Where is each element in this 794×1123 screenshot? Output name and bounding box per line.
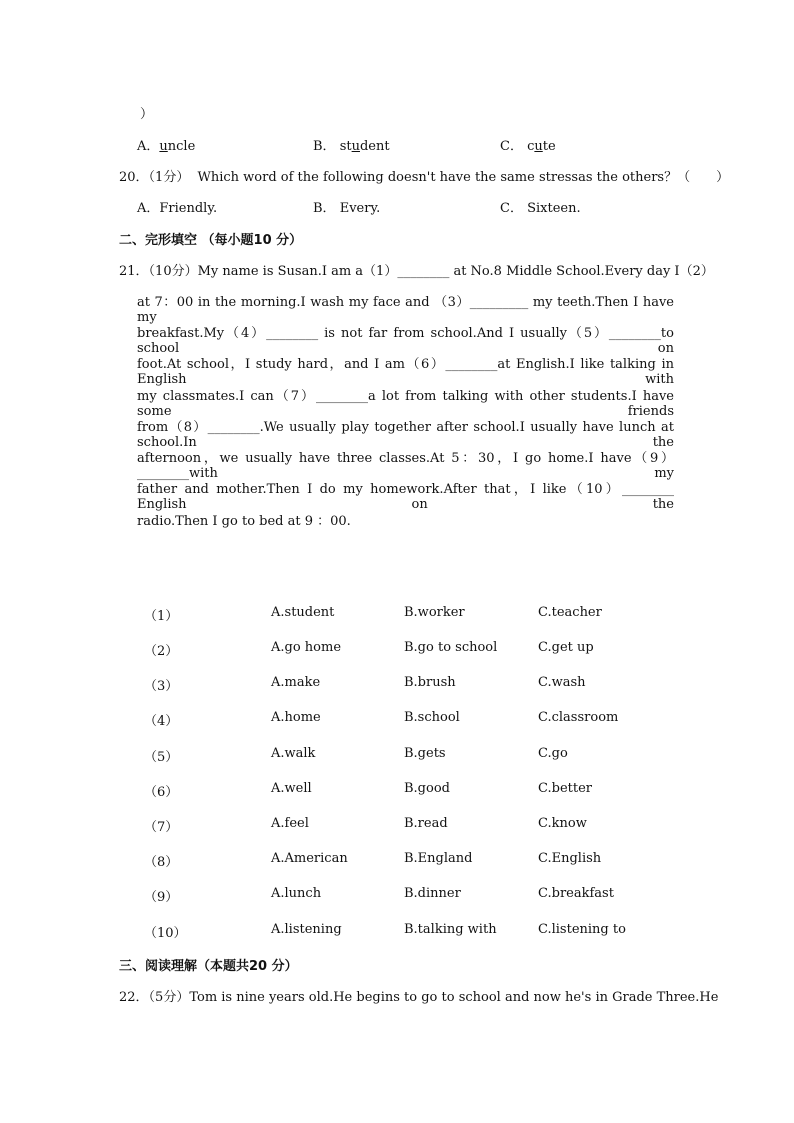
q21-line-6: from（8）________.We usually play together after school.I usually have lunch at school.In the [137, 420, 674, 450]
option-b: B.England [404, 851, 473, 866]
option-number: （2） [144, 644, 179, 659]
option-number: （8） [144, 855, 179, 870]
q20-option-c: C． Sixteen. [500, 201, 581, 216]
section-2-title: 二、完形填空 （每小题10 分） [119, 233, 303, 248]
q22-number: 22．（5分） [119, 990, 190, 1005]
q19-option-c: C． cute [500, 139, 556, 154]
option-b: B.dinner [404, 886, 461, 901]
option-number: （10） [144, 926, 187, 941]
option-b: B.good [404, 781, 450, 796]
q21-line-9: radio.Then I go to bed at 9 ：00. [137, 514, 351, 529]
option-a: A.walk [271, 746, 316, 761]
option-a: A.lunch [271, 886, 322, 901]
q19-close-paren: ） [140, 107, 154, 122]
option-b: B.go to school [404, 640, 498, 655]
q20-stem [119, 166, 729, 185]
q21-first-line [119, 260, 714, 279]
option-b: B.worker [404, 605, 465, 620]
option-a: A.well [271, 781, 312, 796]
q21-line-3: breakfast.My（4）________ is not far from school.And I usually（5）________to school on [137, 326, 674, 356]
option-b: B.gets [404, 746, 446, 761]
option-number: （9） [144, 890, 179, 905]
q21-line-5: my classmates.I can（7）________a lot from talking with other students.I have some friends [137, 389, 674, 419]
option-b: B.talking with [404, 922, 497, 937]
option-a: A.American [271, 851, 348, 866]
q21-line-7: afternoon，we usually have three classes.At 5：30，I go home.I have（9）________with my [137, 451, 674, 481]
option-number: （5） [144, 750, 179, 765]
option-b: B.school [404, 710, 460, 725]
q20-option-b: B． Every. [313, 201, 381, 216]
option-c: C.breakfast [538, 886, 614, 901]
option-a: A.home [271, 710, 321, 725]
q20-text: Which word of the following doesn't have the same stressas the others？（ ） [197, 170, 730, 185]
option-number: （6） [144, 785, 179, 800]
q19-option-b: B． student [313, 139, 390, 154]
option-c: C.listening to [538, 922, 626, 937]
q21-line-8: father and mother.Then I do my homework.After that，I like（10）________ English on the [137, 482, 674, 512]
q21-line-4: foot.At school，I study hard，and I am（6）________at English.I like talking in English with [137, 357, 674, 387]
option-a: A.student [271, 605, 335, 620]
option-number: （3） [144, 679, 179, 694]
option-a: A.feel [271, 816, 309, 831]
option-c: C.teacher [538, 605, 602, 620]
option-number: （1） [144, 609, 179, 624]
option-c: C.get up [538, 640, 594, 655]
option-c: C.go [538, 746, 568, 761]
option-a: A.go home [271, 640, 342, 655]
q21-line-2: at 7：00 in the morning.I wash my face and （3）_________ my teeth.Then I have my [137, 295, 674, 325]
option-c: C.English [538, 851, 602, 866]
section-3-title: 三、阅读理解（本题共20 分） [119, 959, 298, 974]
q21-line-1: My name is Susan.I am a（1）________ at No.8 Middle School.Every day I（2） [197, 264, 714, 279]
option-number: （4） [144, 714, 179, 729]
option-c: C.better [538, 781, 592, 796]
option-c: C.wash [538, 675, 586, 690]
option-a: A.make [271, 675, 321, 690]
q22-text: Tom is nine years old.He begins to go to school and now he's in Grade Three.He [189, 990, 719, 1005]
option-b: B.read [404, 816, 448, 831]
option-c: C.know [538, 816, 587, 831]
q22-stem [119, 986, 719, 1005]
option-number: （7） [144, 820, 179, 835]
q20-option-a: A．Friendly. [137, 201, 218, 216]
option-c: C.classroom [538, 710, 619, 725]
q19-option-a: A．uncle [137, 139, 196, 154]
q21-number: 21．（10分） [119, 264, 198, 279]
q20-number: 20．（1分） [119, 170, 190, 185]
option-b: B.brush [404, 675, 456, 690]
option-a: A.listening [271, 922, 342, 937]
